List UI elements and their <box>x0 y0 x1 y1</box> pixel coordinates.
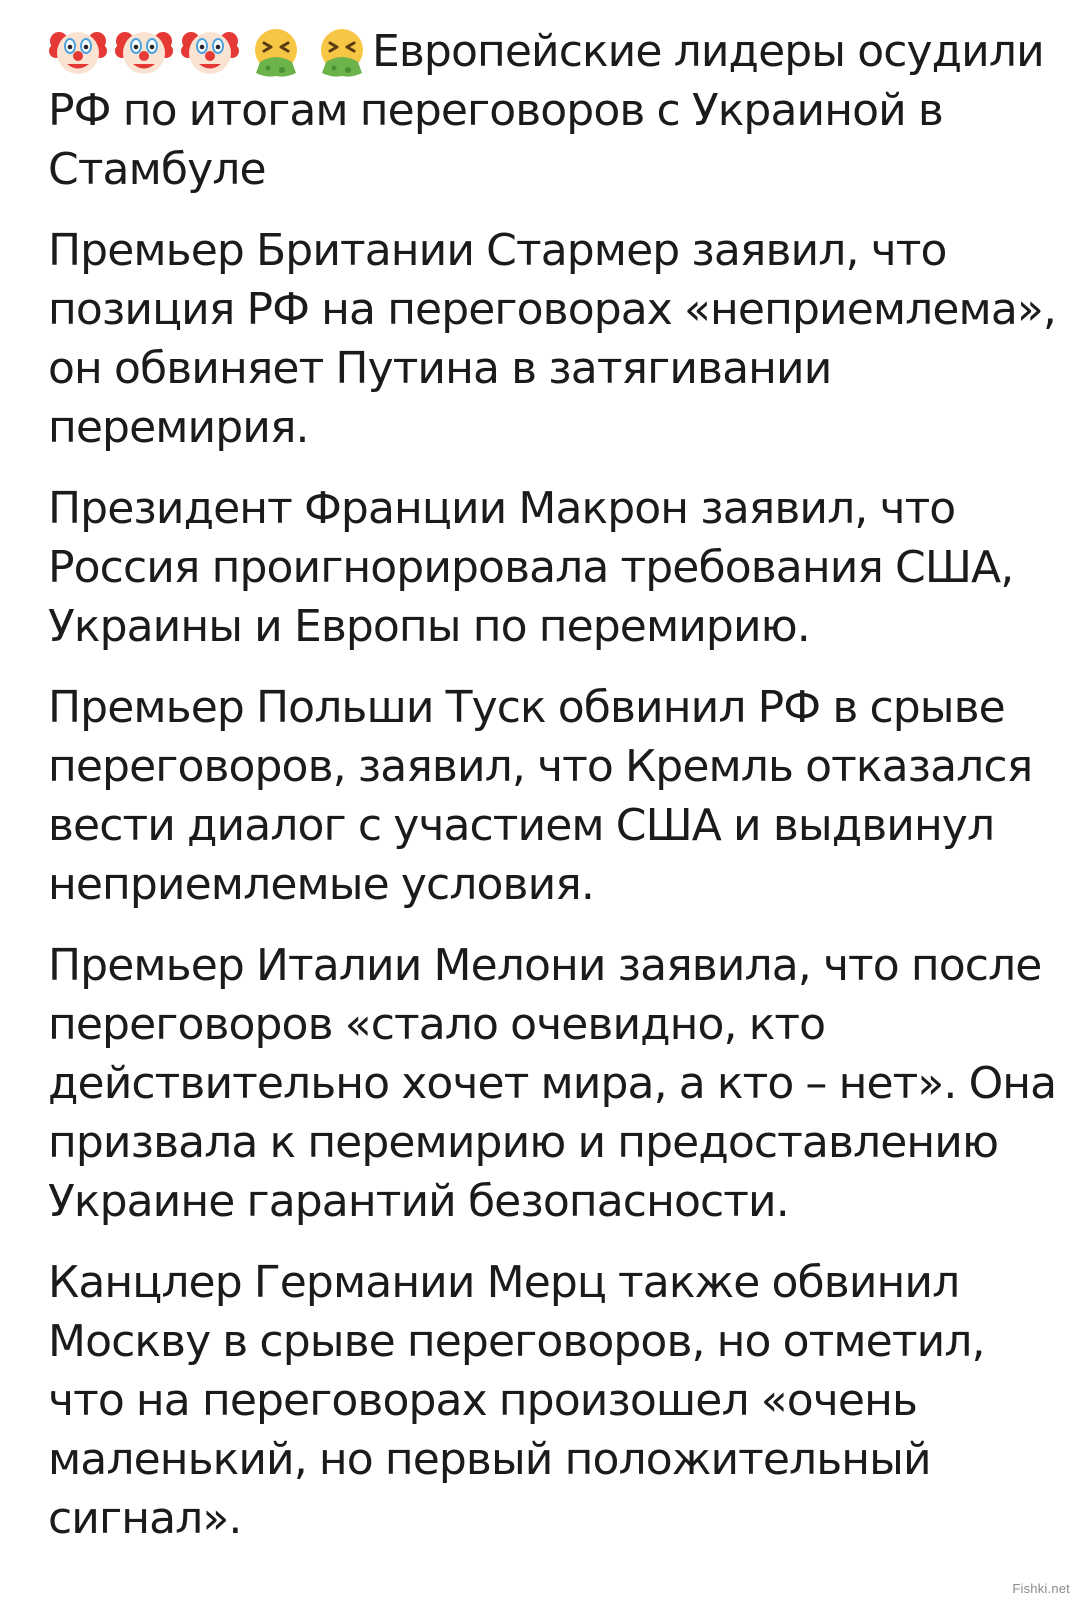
paragraph-starmer: Премьер Британии Стармер заявил, что позиция РФ на переговорах «неприемлема», он обвиняет Путина в затягивании перемирия. <box>48 225 1057 453</box>
clown-face-icon <box>48 26 108 78</box>
news-post <box>48 22 1058 1570</box>
clown-face-icon <box>114 26 174 78</box>
paragraph-tusk: Премьер Польши Туск обвинил РФ в срыве переговоров, заявил, что Кремль отказался вести диалог с участием США и выдвинул неприемлемые условия. <box>48 682 1033 910</box>
watermark: Fishki.net <box>1012 1581 1070 1596</box>
nauseated-face-icon <box>312 26 372 78</box>
headline-text: Европейские лидеры осудили РФ по итогам переговоров с Украиной в Стамбуле <box>48 26 1044 195</box>
nauseated-face-icon <box>246 26 306 78</box>
post-headline <box>48 22 1058 199</box>
emoji-row <box>48 26 372 77</box>
paragraph-macron: Президент Франции Макрон заявил, что Россия проигнорировала требования США, Украины и Европы по перемирию. <box>48 483 1014 652</box>
paragraph-meloni: Премьер Италии Мелони заявила, что после переговоров «стало очевидно, кто действительно хочет мира, а кто – нет». Она призвала к перемирию и предоставлению Украине гарантий безопасности. <box>48 940 1057 1227</box>
clown-face-icon <box>180 26 240 78</box>
paragraph-merz: Канцлер Германии Мерц также обвинил Москву в срыве переговоров, но отметил, что на переговорах произошел «очень маленький, но первый положительный сигнал». <box>48 1257 985 1544</box>
